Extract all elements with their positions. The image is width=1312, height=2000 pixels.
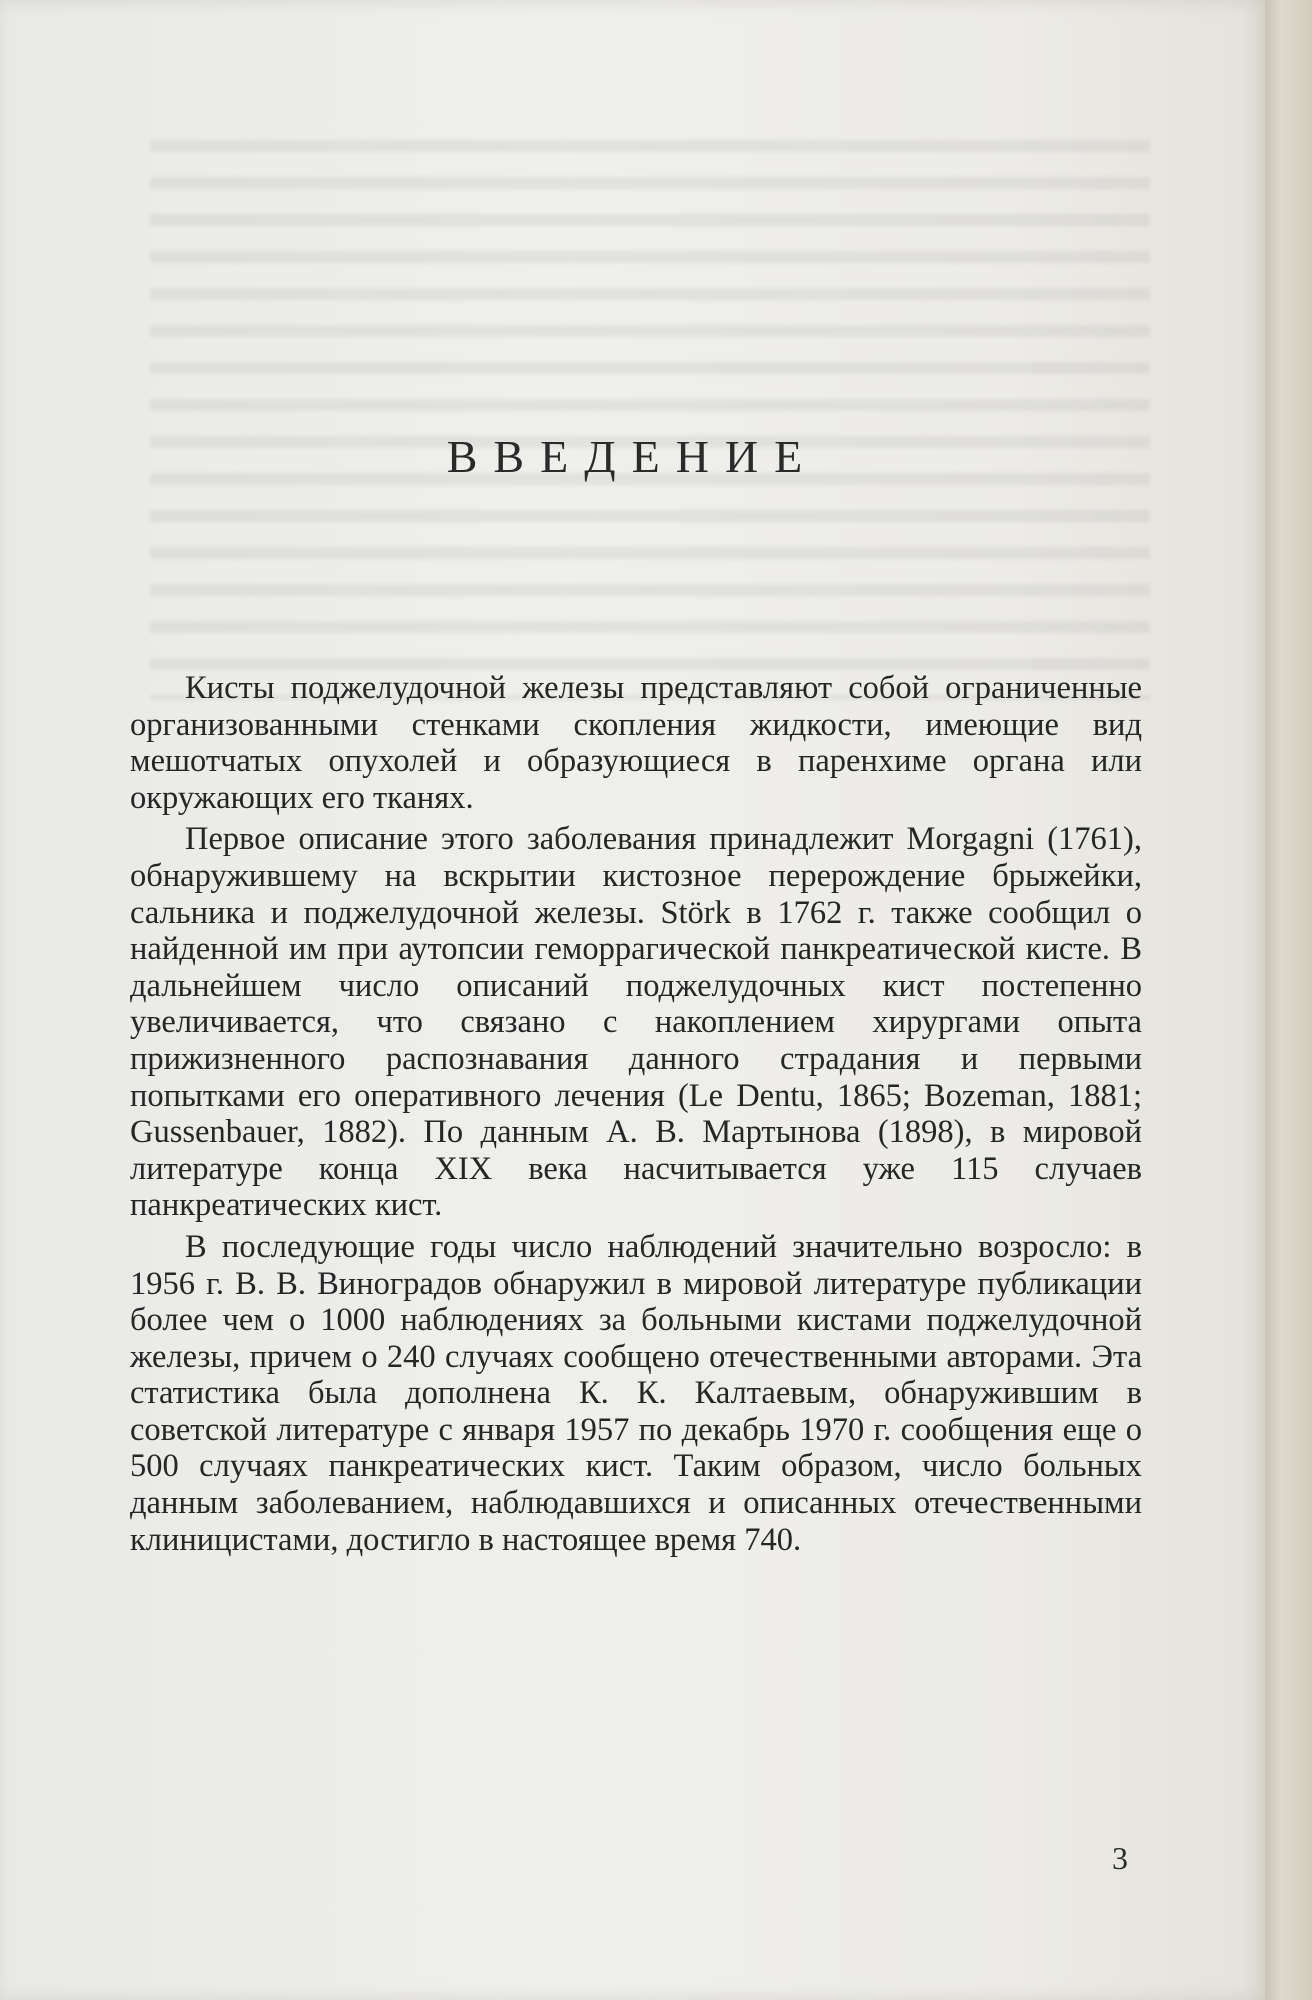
chapter-heading: ВВЕДЕНИЕ [446, 431, 819, 482]
page-edge [1265, 0, 1312, 2000]
page-number: 3 [1112, 1840, 1128, 1876]
bleed-through-text [150, 140, 1150, 700]
paragraph-3: В последующие годы число наблюдений значительно возросло: в 1956 г. В. В. Виноградов обнаружил в мировой литературе публикации более чем о 1000 наблюдениях за больными кистами поджелудочной железы, причем о 240 случаях сообщено отечественными авторами. Эта статистика была дополнена К. К. Калтаевым, обнаружившим в советской литературе с января 1957 по декабрь 1970 г. сообщения еще о 500 случаях панкреатических кист. Таким образом, число больных данным заболеванием, наблюдавшихся и описанных отечественными клиницистами, достигло в настоящее время 740. [130, 1228, 1142, 1558]
body-text [130, 670, 1142, 1558]
paragraph-2: Первое описание этого заболевания принадлежит Morgagni (1761), обнаружившему на вскрытии кистозное перерождение брыжейки, сальника и поджелудочной железы. Störk в 1762 г. также сообщил о найденной им при аутопсии геморрагической панкреатической кисте. В дальнейшем число описаний поджелудочных кист постепенно увеличивается, что связано с накоплением хирургами опыта прижизненного распознавания данного страдания и первыми попытками его оперативного лечения (Le Dentu, 1865; Bozeman, 1881; Gussenbauer, 1882). По данным А. В. Мартынова (1898), в мировой литературе конца XIX века насчитывается уже 115 случаев панкреатических кист. [130, 821, 1142, 1224]
paragraph-1: Кисты поджелудочной железы представляют собой ограниченные организованными стенками скопления жидкости, имеющие вид мешотчатых опухолей и образующиеся в паренхиме органа или окружающих его тканях. [130, 670, 1142, 816]
